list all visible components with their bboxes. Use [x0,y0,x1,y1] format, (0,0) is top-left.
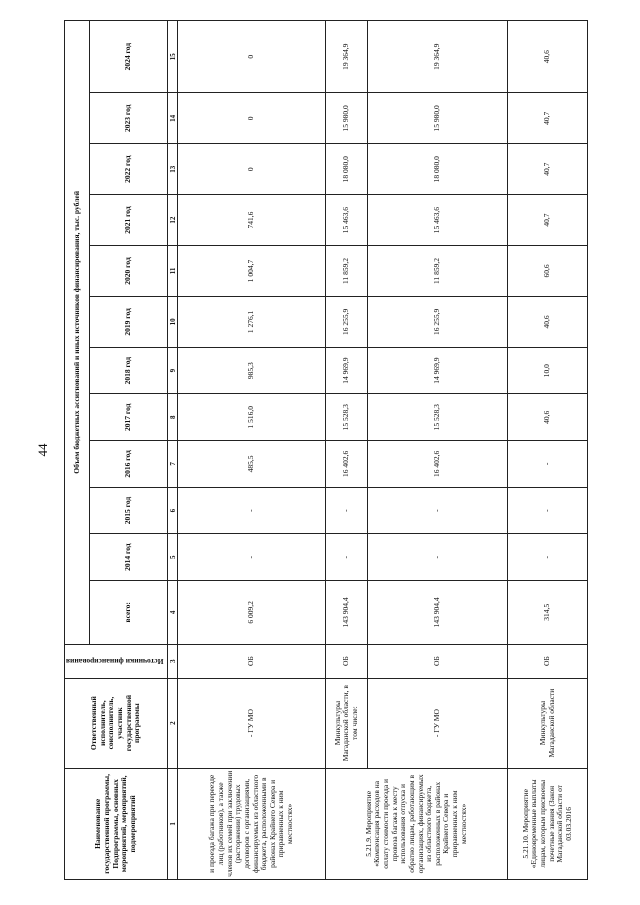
row-value: 10,0 [508,347,588,394]
row-name: 5.21.9. Мероприятие «Компенсация расходов на оплату стоимости проезда и провоза багажа к месту использования отпуска и обратно лицам, работающим в организациях, финансируемых из областного бюджета, расположенных в районах Крайнего Севера и приравненных к ним местностях» [326,768,508,879]
row-value: - [178,534,326,581]
row-value: 741,6 [178,195,326,246]
row-source: ОБ [368,644,508,678]
column-number: 3 [168,644,178,678]
row-value: 15 463,6 [368,195,508,246]
header-funding: Объем бюджетных ассигнований и иных источников финансирования, тыс. рублей [65,21,90,645]
row-value: 0 [178,144,326,195]
row-value: 40,7 [508,195,588,246]
header-year: 2019 год [90,296,168,347]
row-value: - [178,487,326,534]
row-source: ОБ [326,644,368,678]
row-value: 40,6 [508,21,588,93]
column-number: 1 [168,768,178,879]
row-value: 0 [178,93,326,144]
row-value: 40,7 [508,93,588,144]
row-value: 19 364,9 [368,21,508,93]
header-year: 2016 год [90,441,168,488]
header-year: 2023 год [90,93,168,144]
row-value: 1 004,7 [178,246,326,297]
column-number: 5 [168,534,178,581]
row-value: 16 255,9 [326,296,368,347]
column-number: 14 [168,93,178,144]
header-responsible: Ответственный исполнитель, соисполнитель, участник государственной программы [65,678,168,768]
row-responsible: Минкультуры Магаданской области [508,678,588,768]
header-year: 2015 год [90,487,168,534]
row-value: 18 080,0 [326,144,368,195]
table-row [508,21,588,880]
row-value: 60,6 [508,246,588,297]
row-value: 143 904,4 [368,581,508,645]
row-name: 5.21.10. Мероприятие «Единовременные выплаты лицам, которым присвоены почетные звания (Закон Магаданской области от 03.03.2016 [508,768,588,879]
row-value: 11 859,2 [368,246,508,297]
row-value: 15 528,3 [368,394,508,441]
row-value: 16 402,6 [326,441,368,488]
row-value: 11 859,2 [326,246,368,297]
header-year: 2024 год [90,21,168,93]
row-value: 40,6 [508,296,588,347]
header-year: 2014 год [90,534,168,581]
row-value: 485,5 [178,441,326,488]
row-value: 40,6 [508,394,588,441]
row-value: - [368,534,508,581]
row-value: 6 009,2 [178,581,326,645]
row-value: 16 255,9 [368,296,508,347]
column-number: 13 [168,144,178,195]
row-value: 14 969,9 [326,347,368,394]
row-source: ОБ [178,644,326,678]
row-value: 15 980,0 [326,93,368,144]
row-value: - [326,487,368,534]
row-responsible: - ГУ МО [178,678,326,768]
table-row [178,21,326,880]
row-value: 314,5 [508,581,588,645]
column-number: 11 [168,246,178,297]
row-value: 16 402,6 [368,441,508,488]
row-value: 18 080,0 [368,144,508,195]
column-number: 10 [168,296,178,347]
column-number: 12 [168,195,178,246]
column-number: 6 [168,487,178,534]
row-value: - [508,441,588,488]
row-value: 1 516,0 [178,394,326,441]
row-value: - [508,534,588,581]
row-value: 15 463,6 [326,195,368,246]
column-number: 15 [168,21,178,93]
row-value: - [326,534,368,581]
column-number: 9 [168,347,178,394]
column-number: 7 [168,441,178,488]
page-number: 44 [35,443,50,457]
row-value: - [508,487,588,534]
table-row [326,21,368,880]
row-value: 0 [178,21,326,93]
column-number: 8 [168,394,178,441]
header-year: 2021 год [90,195,168,246]
row-value: 1 276,1 [178,296,326,347]
column-number: 4 [168,581,178,645]
rotated-page [64,20,624,880]
row-value: 15 980,0 [368,93,508,144]
row-value: 40,7 [508,144,588,195]
row-responsible: Минкультуры Магаданской области, в том числе: [326,678,368,768]
header-year: 2017 год [90,394,168,441]
table-row [368,21,508,880]
row-name: и проезда багажа при переезде лиц (работников), а также членов их семей при заключении (расторжении) трудовых договоров с организациями, финансируемых из областного бюджета, расположенными в районах Крайнего Севера и приравненных к ним местностях» [178,768,326,879]
column-number: 2 [168,678,178,768]
row-source: ОБ [508,644,588,678]
header-source [65,644,168,678]
row-value: 15 528,3 [326,394,368,441]
header-year: 2018 год [90,347,168,394]
row-value: 143 904,4 [326,581,368,645]
header-year: 2022 год [90,144,168,195]
row-responsible: - ГУ МО [368,678,508,768]
funding-table [64,20,588,880]
header-total: всего: [90,581,168,645]
row-value: 14 969,9 [368,347,508,394]
header-source-text: Источники финансирования [66,657,164,667]
row-value: 19 364,9 [326,21,368,93]
header-name: Наименование государственной программы, Подпрограммы, основных мероприятий, мероприятий, подмероприятий [65,768,168,879]
row-value: - [368,487,508,534]
row-value: 985,3 [178,347,326,394]
header-year: 2020 год [90,246,168,297]
